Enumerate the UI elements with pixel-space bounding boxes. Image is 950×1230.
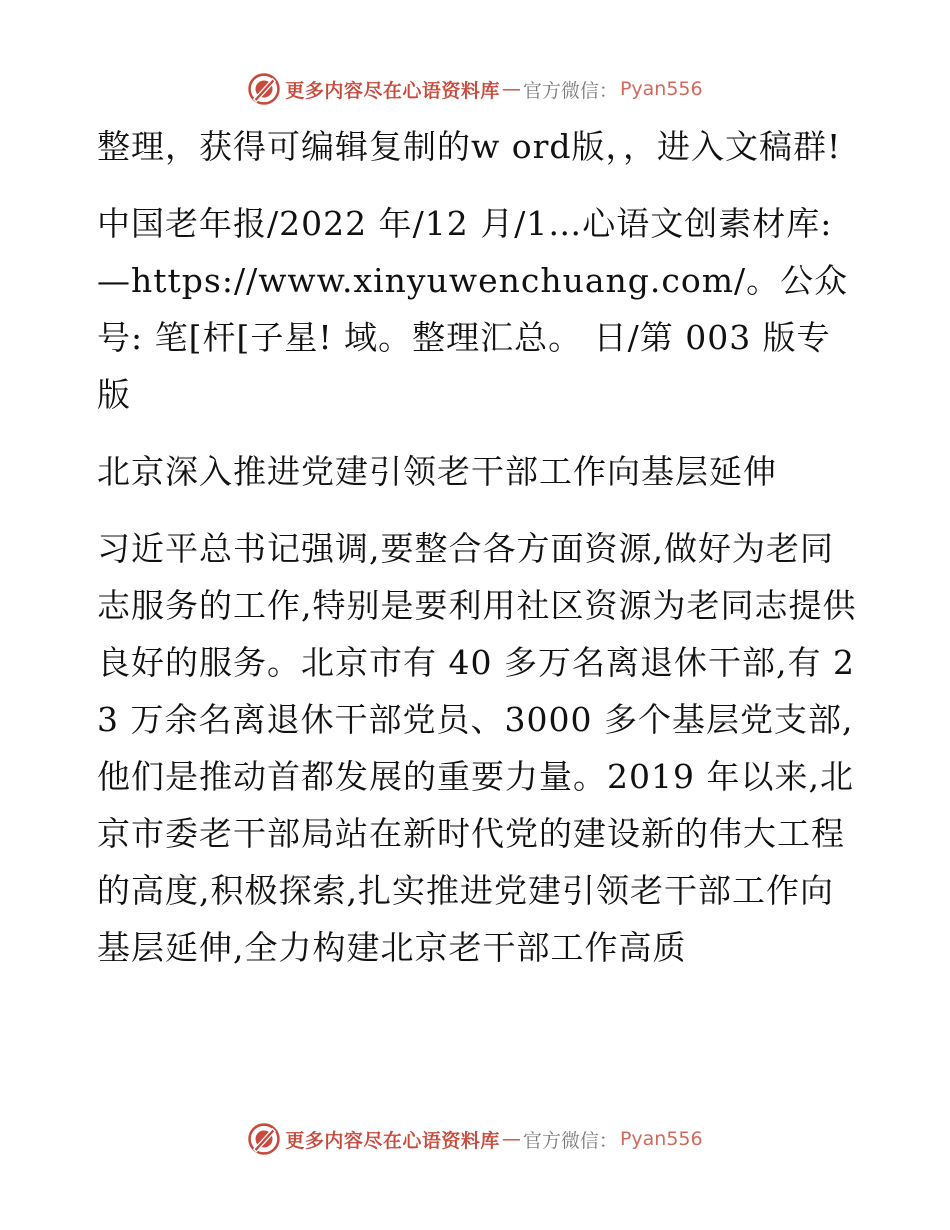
footer-watermark-banner [0,1122,950,1156]
pen-logo-icon [247,72,281,106]
banner-dash: — [501,1128,521,1150]
pen-logo-icon [247,1122,281,1156]
banner-dash: — [501,78,521,100]
paragraph-body: 习近平总书记强调,要整合各方面资源,做好为老同志服务的工作,特别是要利用社区资源为老同志提供良好的服务。北京市有 40 多万名离退休干部,有 23 万余名离退休干部党员、3000 多个基层党支部,他们是推动首都发展的重要力量。2019 年以来,北京市委老干部局站在新时代党的建设新的伟大工程的高度,积极探索,扎实推进党建引领老干部工作向基层延伸,全力构建北京老干部工作高质 [97,529,857,967]
header-watermark-banner [0,72,950,106]
banner-site-text: 更多内容尽在心语资料库 [285,1129,500,1152]
banner-wechat-label: 官方微信： [522,79,618,102]
banner-wechat-id: Pyan556 [619,78,703,100]
article-title: 北京深入推进党建引领老干部工作向基层延伸 [97,452,777,491]
paragraph-intro-note: 整理，获得可编辑复制的w ord版，，进入文稿群! [97,127,842,166]
banner-wechat-label: 官方微信： [522,1129,618,1152]
paragraph-source-line: 中国老年报/2022 年/12 月/1…心语文创素材库: —https://www.xinyuwenchuang.com/。公众号: 笔[杆[子星! 域。整理汇总。 日/第 003 版专版 [97,204,849,414]
document-body [97,118,857,996]
banner-wechat-id: Pyan556 [619,1128,703,1150]
banner-site-text: 更多内容尽在心语资料库 [285,79,500,102]
